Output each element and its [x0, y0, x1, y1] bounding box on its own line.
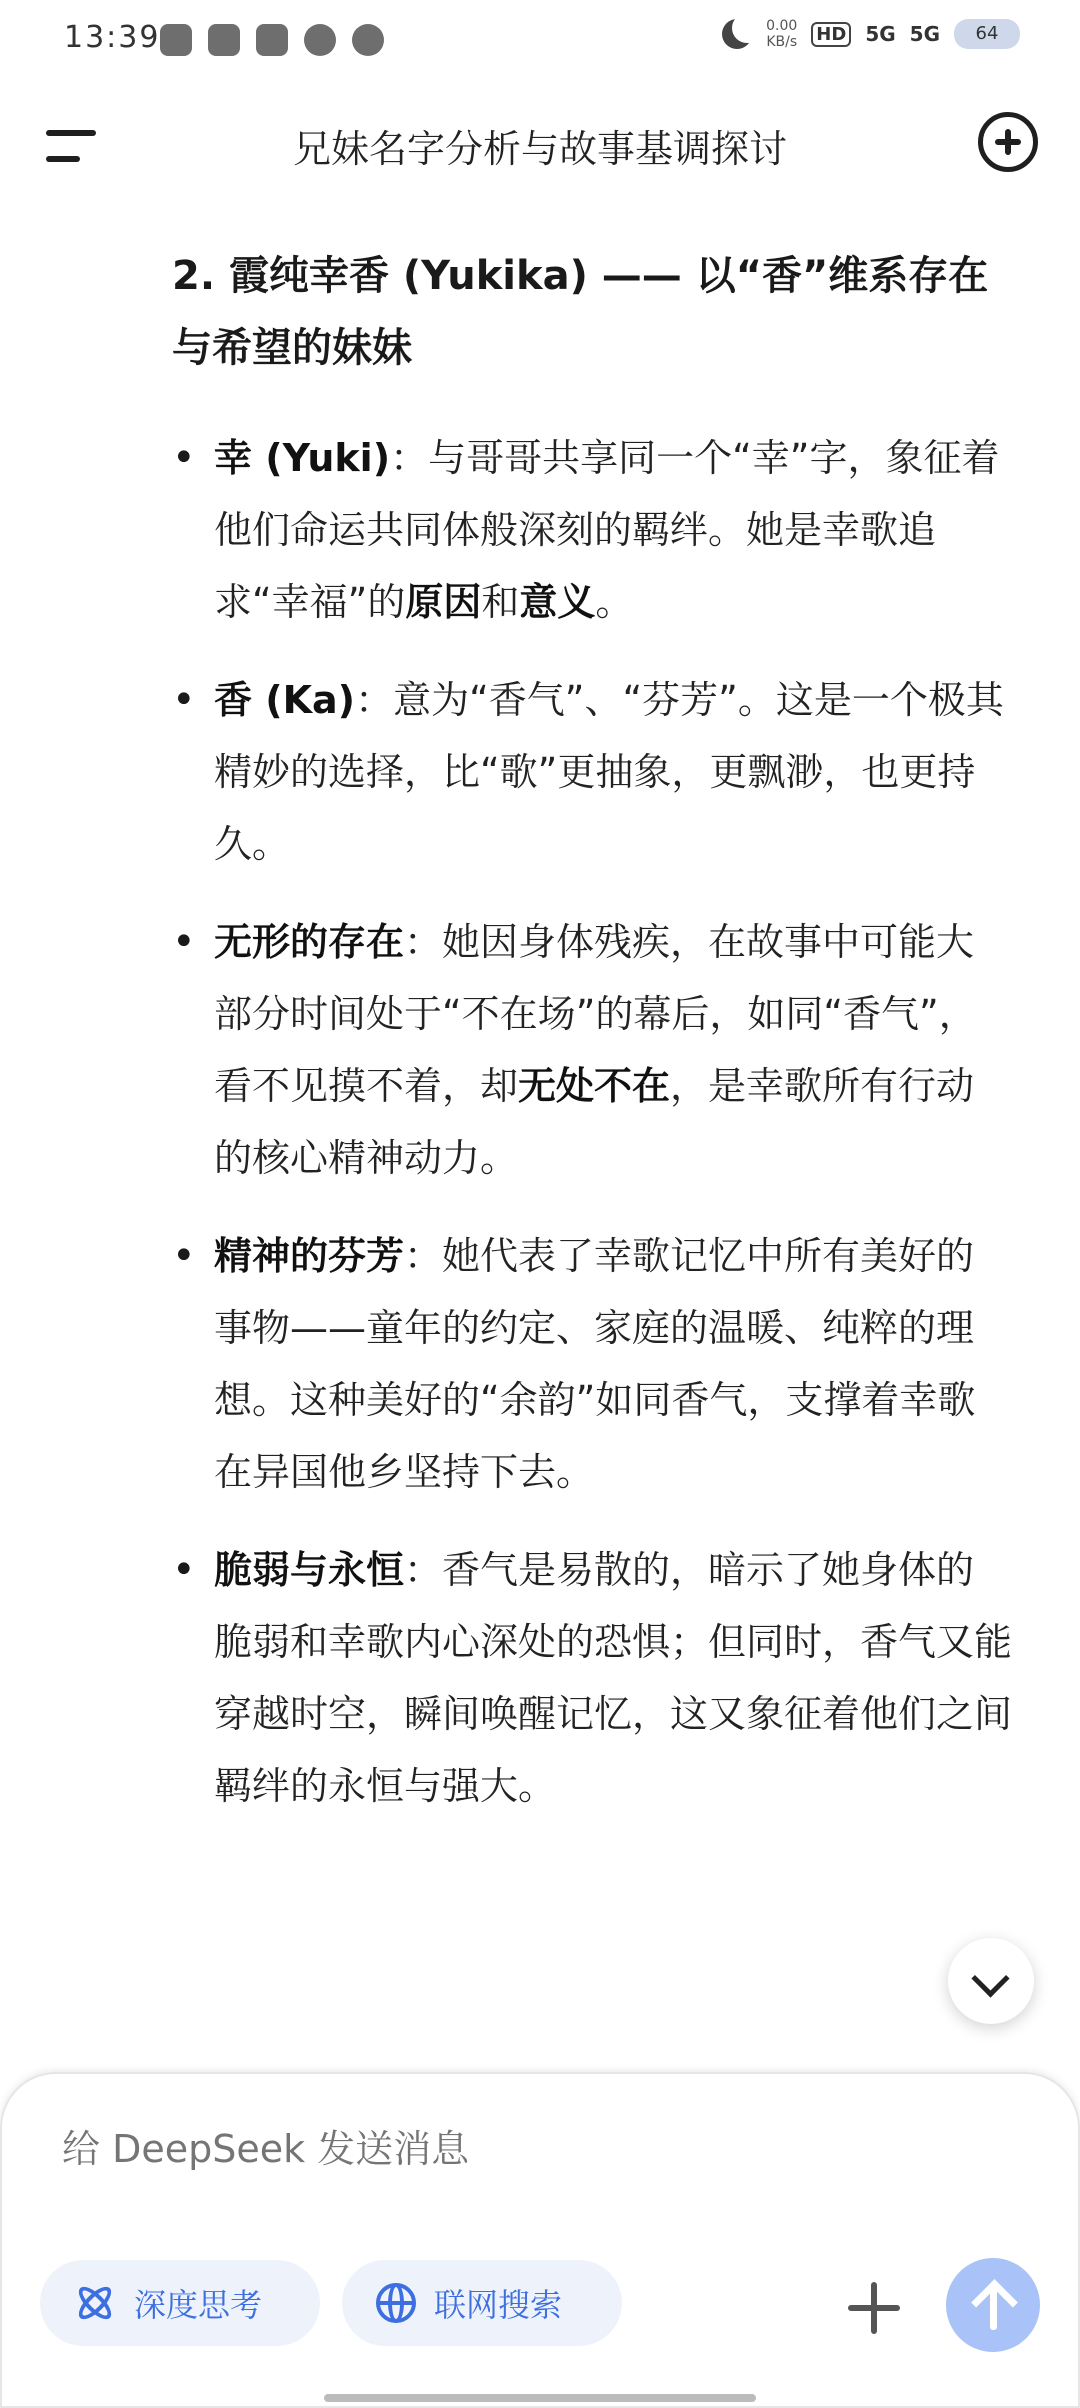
list-item	[172, 906, 1012, 1194]
list-item	[172, 1534, 1012, 1822]
hd-badge: HD	[811, 22, 851, 47]
point-sep: ：	[355, 678, 394, 722]
web-search-label: 联网搜索	[434, 2286, 563, 2324]
point-end: ，是幸歌所有行动的核心精神动力。	[214, 1064, 975, 1180]
section-heading: 2. 霞纯幸香 (Yukika) —— 以“香”维系存在与希望的妹妹	[172, 253, 989, 371]
net-speed	[766, 18, 797, 50]
bullet-list	[172, 422, 1012, 1822]
point-text: 与哥哥共享同一个“幸”字，象征着他们命运共同体般深刻的羁绊。她是幸歌追求“幸福”的	[214, 436, 1000, 624]
point-bold: 意义	[519, 580, 596, 624]
status-time: 13:39	[64, 20, 161, 55]
page-title: 兄妹名字分析与故事基调探讨	[292, 127, 787, 171]
point-sep: ：	[404, 1548, 443, 1592]
app-header	[0, 96, 1080, 192]
point-text: 香气是易散的，暗示了她身体的脆弱和幸歌内心深处的恐惧；但同时，香气又能穿越时空，瞬间唤醒记忆，这又象征着他们之间羁绊的永恒与强大。	[214, 1548, 1013, 1808]
point-mid: 和	[481, 580, 520, 624]
moon-icon	[722, 19, 752, 49]
list-item	[172, 664, 1012, 880]
net-speed-unit: KB/s	[766, 34, 798, 50]
point-sep: ：	[390, 436, 429, 480]
gear-icon	[352, 24, 384, 56]
menu-line-2	[46, 156, 80, 162]
alarm-icon	[304, 24, 336, 56]
point-text: 意为“香气”、“芬芳”。这是一个极其精妙的选择，比“歌”更抽象，更飘渺，也更持久。	[214, 678, 1004, 866]
notification-icons	[160, 24, 384, 56]
battery-indicator: 64	[954, 19, 1020, 49]
net-speed-value: 0.00	[766, 18, 798, 34]
new-chat-icon[interactable]	[978, 112, 1038, 172]
composer	[0, 2072, 1080, 2408]
message-content	[172, 240, 1012, 1848]
point-term: 香 (Ka)	[214, 678, 356, 722]
attach-plus-icon[interactable]	[848, 2282, 900, 2334]
point-term: 精神的芬芳	[214, 1234, 405, 1278]
status-right	[722, 18, 1020, 50]
menu-icon[interactable]	[46, 126, 98, 166]
point-end: 。	[595, 580, 634, 624]
point-bold: 原因	[405, 580, 482, 624]
globe-icon	[376, 2283, 416, 2323]
point-text: 她代表了幸歌记忆中所有美好的事物——童年的约定、家庭的温暖、纯粹的理想。这种美好的“余韵”如同香气，支撑着幸歌在异国他乡坚持下去。	[214, 1234, 976, 1494]
list-item	[172, 422, 1012, 638]
point-text: 她因身体残疾，在故事中可能大部分时间处于“不在场”的幕后，如同“香气”，看不见摸不着，却	[214, 920, 977, 1108]
signal-1: 5G	[865, 22, 896, 46]
point-sep: ：	[404, 920, 443, 964]
scroll-down-button[interactable]	[948, 1938, 1034, 2024]
menu-line-1	[46, 130, 96, 136]
status-bar	[0, 0, 1080, 84]
signal-2: 5G	[909, 22, 940, 46]
point-term: 幸 (Yuki)	[214, 436, 391, 480]
chevron-down-icon	[971, 1959, 1009, 1997]
app-icon	[256, 24, 288, 56]
wechat-icon	[208, 24, 240, 56]
atom-icon	[74, 2282, 116, 2324]
deep-think-button[interactable]	[40, 2260, 320, 2346]
point-term: 无形的存在	[214, 920, 405, 964]
web-search-button[interactable]	[342, 2260, 622, 2346]
point-bold: 无处不在	[518, 1064, 671, 1108]
list-item	[172, 1220, 1012, 1508]
home-indicator[interactable]	[324, 2394, 756, 2402]
send-button[interactable]	[946, 2258, 1040, 2352]
point-sep: ：	[404, 1234, 443, 1278]
point-term: 脆弱与永恒	[214, 1548, 405, 1592]
tv-icon	[160, 24, 192, 56]
message-input[interactable]	[60, 2126, 964, 2172]
deep-think-label: 深度思考	[134, 2286, 263, 2324]
